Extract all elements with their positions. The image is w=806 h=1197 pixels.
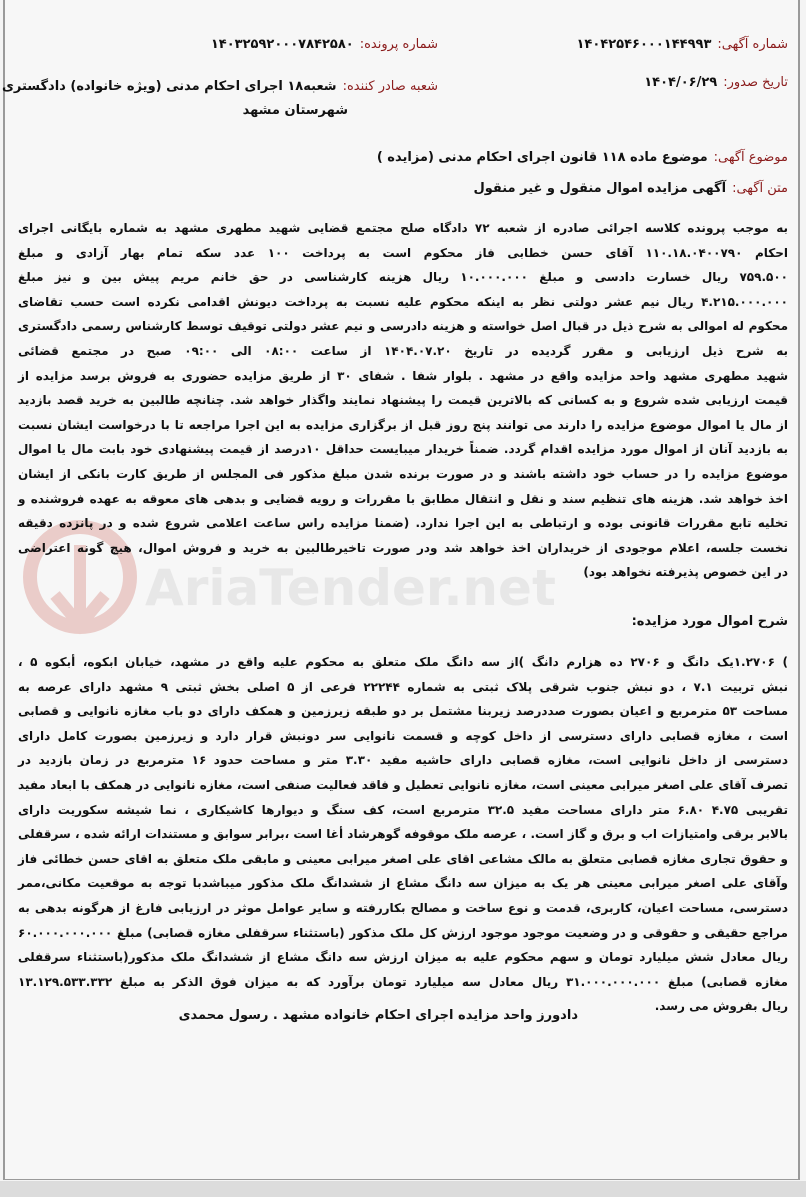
subject-label: موضوع آگهی: [713,150,788,165]
issuer-label: شعبه صادر کننده: [342,79,438,94]
text-line: ریال بفروش می رسد. [654,999,788,1014]
text-line: و حقوق تجاری مغازه قصابی متعلق به مالک مشاعی اقای علی اصغر میرابی معینی و مابقی ملک متعلق به اقای حسن خطائی فاز [18,851,788,866]
text-line: به موجب پرونده کلاسه اجرائی صادره از شعبه ۷۲ دادگاه صلح مجتمع قضایی شهید مطهری مشهد به شماره بایگانی اجرای [18,221,789,235]
text-label: متن آگهی: [732,181,788,196]
text-line: مراجع حقیقی و حقوقی و در وضعیت موجود موجود ارزش کل ملک مذکور (باستثناء سرقفلی مغازه قصابی) مبلغ ۶۰.۰۰۰.۰۰۰.۰۰۰ [18,925,788,940]
subject-value: موضوع ماده ۱۱۸ قانون اجرای احکام مدنی (مزایده ) [376,150,708,165]
text-line: ۴.۲۱۵.۰۰۰.۰۰۰ ریال نیم عشر دولتی نظر به اینکه محکوم علیه نسبت به پرداخت دیونش اقدامی نکرده است حسب تقاضای [18,294,788,309]
text-line: ) ۱.۲۷۰۶یک دانگ و ۲۷۰۶ ده هزارم دانگ )از سه دانگ ملک متعلق به محکوم علیه واقع در مشهد، خیابان ابکوه، أبکوه ۵ ، [18,655,788,669]
text-line: دسترسی، مساحت اعیان، کاربری، قدمت و نوع ساخت و مصالح بکاررفته و سایر عوامل موثر در ارزیابی فارغ از هرگونه بدهی به [18,900,788,915]
text-line: ۷۵۹.۵۰۰ ریال خسارت دادسی و مبلغ ۱۰.۰۰۰.۰۰۰ ریال هزینه کارشناسی در حق خانم مریم پیش بین و نیز مبلغ [18,270,788,285]
issue-date-label: تاریخ صدور: [723,75,788,90]
text-line: به بازدید آنان از اموال مورد مزایده اقدام گردد. ضمناً خریدار میبایست حداقل ۱۰درصد از قیمت پیشنهادی خود بابت مال یا اموال [18,442,789,457]
text-line: شهید مطهری مشهد واحد مزایده واقع در مشهد . بلوار شفا . شفای ۳۰ از طریق مزایده حضوری به فروش برسد مزایده از [18,368,788,383]
text-line: محکوم له اموالی به شرح ذیل در قبال اصل خواسته و هزینه دادرسی و نیم عشر دولتی توقیف توسط کارشناس رسمی دادگستری [18,319,788,334]
issuer-value: شعبه۱۸ اجرای احکام مدنی (ویژه خانواده) دادگستری [1,79,337,94]
text-line: قیمت ارزیابی شده شروع و به کسانی که بالاترین قیمت را پیشنهاد نمایند واگذار خواهد شد. چنانچه طالبین به خرید قصد بازدید [18,393,788,408]
text-line: در این خصوص پذیرفته نخواهد بود) [583,565,788,580]
case-number-value: ۱۴۰۳۲۵۹۲۰۰۰۷۸۴۲۵۸۰ [210,37,354,52]
text-title-value: آگهی مزایده اموال منقول و غیر منقول [473,181,727,196]
text-line: ریال معادل شش میلیارد تومان و سهم محکوم علیه به میزان ارزش سه دانگ مشاع از ششدانگ ملک مذکور(باستثناء سرقفلی [18,950,788,965]
text-line: موضوع مزایده را در حساب خود داشته باشند و در صورت برنده شدن مبلغ مذکور فی المجلس از طریق کارت بانکی از ایشان [18,466,788,481]
text-line: مغازه قصابی) مبلغ ۳۱.۰۰۰.۰۰۰.۰۰۰ ریال معادل سه میلیارد تومان برآورد که به میزان فوق الذکر به مبلغ ۱۳.۱۲۹.۵۳۳.۳۳۲ [18,974,788,989]
ad-number-label: شماره آگهی: [717,37,788,52]
property-description [18,650,788,1019]
text-line: دسترسی از داخل نانوایی است، مغازه قصابی دارای حاشیه مفید ۳.۳۰ متر و مساحت حدود ۱۶ مترمربع در زمان بازدید در [18,753,788,768]
case-number-row [211,37,438,52]
issue-date-value: ۱۴۰۴/۰۶/۲۹ [644,75,718,90]
case-number-label: شماره پرونده: [359,37,438,52]
svg-text:AriaTender.net: AriaTender.net [145,559,556,617]
text-line: تخلیه تابع مقررات قانونی بوده و ارتباطی به این اجرا ندارد. (ضمنا مزایده راس ساعت اعلامی شروع شده و در پانزده دقیقه [18,516,788,531]
text-line: احکام ۱۱۰.۱۸.۰۴۰۰۷۹۰ آقای حسن خطابی فاز محکوم است به پرداخت ۱۰۰ عدد سکه تمام بهار آزادی و مبلغ [18,245,788,260]
ad-number-value: ۱۴۰۴۲۵۴۶۰۰۰۱۴۴۹۹۳ [576,37,712,52]
text-line: به شرح ذیل ارزیابی و مقرر گردیده در تاریخ ۱۴۰۴.۰۷.۲۰ از ساعت ۰۸:۰۰ الی ۰۹:۰۰ صبح در مجتمع قضائی [18,343,789,358]
text-line: تصرف آقای علی اصغر میرابی معینی است، مغازه نانوایی تعطیل و فاقد فعالیت صنفی است، مغازه نانوایی در همکف با ابعاد مفید [18,777,788,792]
text-line: بالابر برقی وامتیازات اب و برق و گاز است. ، عرصه ملک موقوفه گوهرشاد أغا است ،برابر سوابق و مستندات ارائه شده ، سرقفلی [18,827,788,842]
text-line: تقریبی ۴.۷۵ ۶.۸۰ متر دارای مساحت مفید ۳۲.۵ مترمربع است، کف سنگ و دیوارها کاشیکاری ، نما شیشه سکوریت دارای [18,802,788,817]
text-line: نبش تربیت ۷.۱ ، دو نبش جنوب شرقی پلاک ثبتی به شماره ۲۲۲۴۴ فرعی از ۵ اصلی بخش ثبتی ۹ مشهد دارای عرصه به [18,679,788,694]
text-line: از مال یا اموال موضوع مزایده را دارند می توانند پنج روز قبل از برگزاری مزایده به این اجرا مراجعه تا با درخواست ایشان نسبت [18,417,788,432]
text-line: است ، مغازه قصابی دارای دسترسی از داخل کوچه و قسمت نانوایی سر دونبش قرار دارد و زیرزمین بصورت کامل دارای [18,728,788,743]
property-heading: شرح اموال مورد مزایده: [631,614,788,629]
ad-number-row [577,37,789,52]
notice-body [18,216,788,585]
issuer-value-line2: شهرستان مشهد [242,103,348,118]
subject-row [377,150,788,165]
text-title-row [473,181,788,196]
text-line: اخذ خواهد شد. هزینه های تنظیم سند و نقل و انتقال مطابق با مقررات و رویه قضایی و بدهی های معوقه به عهده فروشنده و [18,491,788,506]
issuer-row [2,75,438,123]
text-line: مساحت ۵۳ مترمربع و اعیان بصورت صددرصد زیربنا مشتمل بر دو طبقه زیرزمین و همکف دارای دو باب مغازه نانوایی و قصابی [18,704,788,719]
text-line: وآقای علی اصغر میرابی معینی هر یک به میزان سه دانگ مشاع از ششدانگ ملک مذکور میباشدبا توجه به موقعیت مکانی،ممر [18,876,788,891]
text-line: نخست جلسه، اعلام موجودی از خریداران اخذ خواهد شد ودر صورت تاخیرطالبین به خرید و فروش اموال، هیچ گونه اعتراضی [18,540,788,555]
signature: دادورز واحد مزایده اجرای احکام خانواده مشهد . رسول محمدی [178,1008,578,1023]
issue-date-row [644,75,788,90]
window-bottom-bar [0,1181,806,1197]
